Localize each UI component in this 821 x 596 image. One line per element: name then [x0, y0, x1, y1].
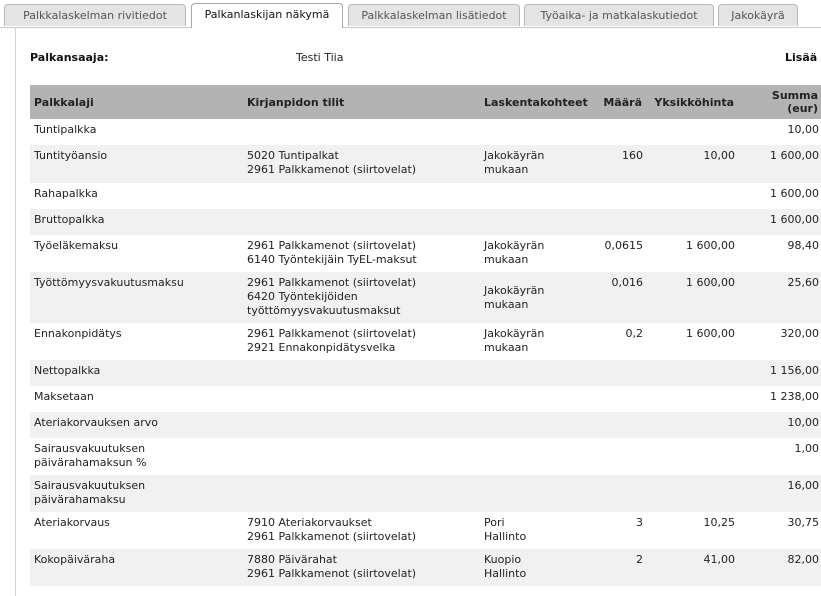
cell-palkkalaji: Nettopalkka: [30, 360, 243, 386]
cell-maara: 0,016: [598, 272, 646, 323]
target-line: mukaan: [484, 341, 529, 354]
cell-laskentakohteet: [480, 209, 598, 235]
table-row: [30, 438, 821, 475]
table-row: [30, 323, 821, 360]
table-row: [30, 272, 821, 323]
cell-palkkalaji: Sairausvakuutuksen päivärahamaksun %: [34, 442, 147, 469]
recipient-name: Testi Tiia: [296, 51, 344, 64]
cell-yksikkohinta: [646, 438, 738, 475]
table-row: [30, 183, 821, 209]
cell-kirjanpidon-tilit: [243, 475, 480, 512]
cell-palkkalaji: Työeläkemaksu: [34, 239, 119, 252]
cell-summa: 1 600,00: [770, 187, 819, 200]
account-line: 2961 Palkkamenot (siirtovelat): [247, 276, 417, 289]
cell-laskentakohteet: [480, 119, 598, 145]
cell-laskentakohteet: [480, 386, 598, 412]
cell-palkkalaji: Ateriakorvauksen arvo: [30, 412, 243, 438]
table-body: [30, 119, 821, 586]
cell-palkkalaji: Tuntipalkka: [34, 123, 97, 136]
target-line: Kuopio: [484, 553, 522, 566]
col-header-kirjanpidon-tilit: Kirjanpidon tilit: [243, 85, 480, 119]
more-link[interactable]: Lisää: [785, 51, 818, 64]
cell-maara: [598, 119, 646, 145]
account-line: 2921 Ennakonpidätysvelka: [247, 341, 396, 354]
account-line: 5020 Tuntipalkat: [247, 149, 339, 162]
cell-maara: 0,0615: [604, 239, 643, 252]
account-line: 2961 Palkkamenot (siirtovelat): [247, 327, 417, 340]
cell-kirjanpidon-tilit: [243, 386, 480, 412]
cell-summa: 1 600,00: [738, 209, 821, 235]
cell-yksikkohinta: 1 600,00: [686, 239, 735, 252]
col-header-yksikkohinta: Yksikköhinta: [646, 85, 738, 119]
cell-palkkalaji: Tuntityöansio: [30, 145, 243, 183]
account-line: 2961 Palkkamenot (siirtovelat): [247, 239, 417, 252]
cell-palkkalaji: Maksetaan: [34, 390, 94, 403]
cell-yksikkohinta: 1 600,00: [686, 327, 735, 340]
cell-yksikkohinta: [646, 209, 738, 235]
account-line: 6140 Työntekijäin TyEL-maksut: [247, 253, 417, 266]
table-row: [30, 475, 821, 512]
cell-kirjanpidon-tilit: [243, 323, 480, 360]
cell-laskentakohteet: [480, 183, 598, 209]
table-row: [30, 235, 821, 272]
cell-summa: 25,60: [738, 272, 821, 323]
table-row: [30, 119, 821, 145]
target-line: Jakokäyrän: [484, 239, 545, 252]
table-row: [30, 512, 821, 549]
cell-summa: 1,00: [794, 442, 819, 455]
cell-palkkalaji: Sairausvakuutuksen päivärahamaksu: [30, 475, 243, 512]
cell-kirjanpidon-tilit: [243, 119, 480, 145]
cell-palkkalaji: Kokopäiväraha: [30, 549, 243, 586]
table-row: [30, 386, 821, 412]
table-header-row: [30, 85, 821, 119]
cell-summa: 1 156,00: [738, 360, 821, 386]
cell-laskentakohteet: [480, 438, 598, 475]
cell-kirjanpidon-tilit: [243, 549, 480, 586]
cell-summa: 98,40: [787, 239, 819, 252]
cell-maara: 2: [598, 549, 646, 586]
account-line: 2961 Palkkamenot (siirtovelat): [247, 567, 417, 580]
cell-yksikkohinta: [646, 475, 738, 512]
cell-yksikkohinta: [646, 119, 738, 145]
col-header-maara: Määrä: [598, 85, 646, 119]
col-header-palkkalaji: Palkkalaji: [30, 85, 243, 119]
cell-maara: [598, 438, 646, 475]
tab-palkanlaskijan-nakyma[interactable]: Palkanlaskijan näkymä: [191, 3, 343, 28]
cell-palkkalaji: Ateriakorvaus: [34, 516, 110, 529]
cell-yksikkohinta: [646, 412, 738, 438]
account-line: työttömyysvakuutusmaksut: [247, 304, 401, 317]
cell-kirjanpidon-tilit: [243, 512, 480, 549]
target-line: Jakokäyrän: [484, 327, 545, 340]
cell-yksikkohinta: [646, 183, 738, 209]
cell-yksikkohinta: 1 600,00: [646, 272, 738, 323]
cell-maara: [598, 183, 646, 209]
recipient-row: [16, 51, 821, 65]
calculator-view-panel: [15, 27, 821, 596]
cell-summa: 1 600,00: [738, 145, 821, 183]
cell-kirjanpidon-tilit: [243, 145, 480, 183]
target-line: Jakokäyrän: [484, 283, 545, 297]
cell-summa: 30,75: [787, 516, 819, 529]
cell-palkkalaji: Rahapalkka: [34, 187, 98, 200]
cell-laskentakohteet: [480, 412, 598, 438]
cell-laskentakohteet: [480, 145, 598, 183]
cell-maara: 0,2: [625, 327, 643, 340]
cell-kirjanpidon-tilit: [243, 360, 480, 386]
target-line: Jakokäyrän: [484, 149, 545, 162]
cell-laskentakohteet: [480, 235, 598, 272]
account-line: 7910 Ateriakorvaukset: [247, 516, 372, 529]
cell-maara: [598, 412, 646, 438]
cell-summa: 82,00: [738, 549, 821, 586]
cell-palkkalaji: Työttömyysvakuutusmaksu: [30, 272, 243, 323]
cell-maara: 160: [598, 145, 646, 183]
cell-kirjanpidon-tilit: [243, 272, 480, 323]
pay-table: [30, 85, 821, 586]
cell-yksikkohinta: 10,25: [703, 516, 735, 529]
cell-maara: [598, 475, 646, 512]
cell-yksikkohinta: [646, 386, 738, 412]
cell-kirjanpidon-tilit: [243, 235, 480, 272]
table-row: [30, 145, 821, 183]
cell-summa: 1 238,00: [770, 390, 819, 403]
table-row: [30, 412, 821, 438]
table-row: [30, 549, 821, 586]
cell-yksikkohinta: 10,00: [646, 145, 738, 183]
cell-yksikkohinta: [646, 360, 738, 386]
tab-jakokayra[interactable]: Jakokäyrä: [718, 4, 798, 26]
account-line: 6420 Työntekijöiden: [247, 290, 358, 303]
cell-laskentakohteet: [480, 360, 598, 386]
target-line: Hallinto: [484, 567, 527, 580]
cell-palkkalaji: Ennakonpidätys: [34, 327, 122, 340]
cell-maara: [598, 360, 646, 386]
cell-summa: 10,00: [787, 123, 819, 136]
account-line: 2961 Palkkamenot (siirtovelat): [247, 163, 417, 176]
cell-kirjanpidon-tilit: [243, 209, 480, 235]
tab-bar: [0, 0, 821, 28]
target-line: mukaan: [484, 297, 529, 311]
cell-laskentakohteet: [480, 512, 598, 549]
table-row: [30, 360, 821, 386]
account-line: 7880 Päivärahat: [247, 553, 337, 566]
cell-laskentakohteet: [480, 323, 598, 360]
col-header-laskentakohteet: Laskentakohteet: [480, 85, 598, 119]
cell-maara: 3: [636, 516, 643, 529]
tab-lisatiedot[interactable]: Palkkalaskelman lisätiedot: [348, 4, 520, 26]
cell-kirjanpidon-tilit: [243, 438, 480, 475]
target-line: mukaan: [484, 253, 529, 266]
target-line: Pori: [484, 516, 505, 529]
cell-laskentakohteet: [480, 475, 598, 512]
cell-kirjanpidon-tilit: [243, 412, 480, 438]
cell-palkkalaji: Bruttopalkka: [30, 209, 243, 235]
cell-maara: [598, 386, 646, 412]
tab-rivitiedot[interactable]: Palkkalaskelman rivitiedot: [4, 4, 186, 26]
tab-tyoaika-matkalaskutiedot[interactable]: Työaika- ja matkalaskutiedot: [524, 4, 714, 26]
cell-laskentakohteet: [480, 272, 598, 323]
cell-laskentakohteet: [480, 549, 598, 586]
account-line: 2961 Palkkamenot (siirtovelat): [247, 530, 417, 543]
col-header-summa: Summa (eur): [738, 85, 821, 119]
target-line: mukaan: [484, 163, 529, 176]
recipient-label: Palkansaaja:: [30, 51, 109, 64]
cell-summa: 10,00: [738, 412, 821, 438]
cell-kirjanpidon-tilit: [243, 183, 480, 209]
cell-summa: 320,00: [780, 327, 819, 340]
target-line: Hallinto: [484, 530, 527, 543]
cell-yksikkohinta: 41,00: [646, 549, 738, 586]
table-row: [30, 209, 821, 235]
cell-summa: 16,00: [738, 475, 821, 512]
cell-maara: [598, 209, 646, 235]
